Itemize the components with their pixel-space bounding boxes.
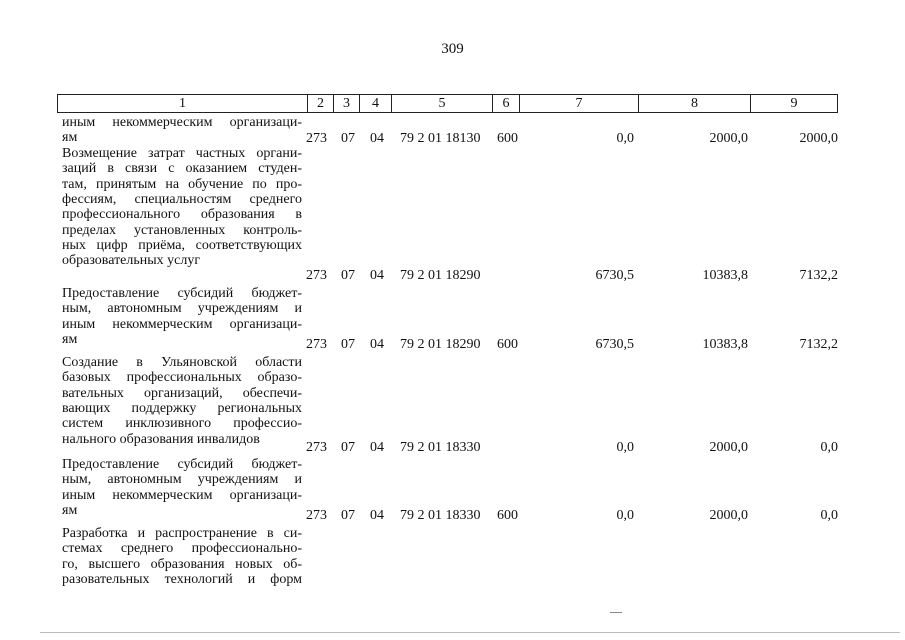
cell-amount-3: 0,0 [820,440,838,455]
cell-subsection: 04 [370,337,384,352]
cell-section: 07 [341,440,355,455]
cell-amount-2: 10383,8 [702,268,748,283]
cell-amount-1: 6730,5 [595,268,634,283]
cell-amount-2: 2000,0 [709,508,748,523]
cell-subsection: 04 [370,508,384,523]
description-line: Предоставление субсидий бюджет- [62,457,302,472]
cell-target-article: 79 2 01 18130 [400,131,481,146]
header-col-4: 4 [360,95,392,112]
header-col-8: 8 [639,95,751,112]
cell-target-article: 79 2 01 18290 [400,337,481,352]
description-line: иным некоммерческим организаци- [62,115,302,130]
description-line: базовых профессиональных образо- [62,370,302,386]
cell-subsection: 04 [370,131,384,146]
cell-amount-1: 0,0 [616,440,634,455]
cell-amount-3: 0,0 [820,508,838,523]
cell-amount-1: 0,0 [616,508,634,523]
table-row [0,508,905,524]
description-line: стемах среднего профессионально- [62,541,302,557]
cell-admin: 273 [306,131,327,146]
description-line: разовательных технологий и форм [62,572,302,588]
table-row [0,337,905,353]
cell-amount-3: 7132,2 [799,268,838,283]
header-col-6: 6 [493,95,520,112]
description-line: Возмещение затрат частных органи- [62,146,302,161]
header-col-9: 9 [790,96,798,111]
row-description [62,526,302,587]
cell-amount-3: 7132,2 [799,337,838,352]
header-col-1: 1 [58,95,308,112]
description-line: го, высшего образования новых об- [62,556,302,572]
description-line: ям [62,332,78,348]
cell-amount-1: 6730,5 [595,337,634,352]
description-line: ям [62,130,78,146]
description-line: вательных организаций, обеспечи- [62,385,302,401]
description-line: ным, автономным учреждениям и [62,301,302,317]
cell-section: 07 [341,508,355,523]
cell-expense-type: 600 [497,131,518,146]
row-description [62,355,302,447]
row-description [62,146,302,269]
cell-expense-type: 600 [497,337,518,352]
scan-artifact [610,612,622,613]
cell-amount-2: 2000,0 [709,440,748,455]
description-line: ным, автономным учреждениям и [62,472,302,488]
description-line: вающих поддержку региональных [62,401,302,417]
header-col-3: 3 [334,95,360,112]
cell-admin: 273 [306,337,327,352]
page-number: 309 [441,41,464,57]
description-line: Создание в Ульяновской области [62,355,302,370]
description-line: там, принятым на обучение по про- [62,176,302,192]
description-line: образовательных услуг [62,253,201,269]
cell-section: 07 [341,337,355,352]
header-col-5: 5 [392,95,493,112]
description-line: профессионального образования в [62,207,302,223]
cell-admin: 273 [306,268,327,283]
cell-admin: 273 [306,440,327,455]
cell-amount-1: 0,0 [616,131,634,146]
description-line: ям [62,503,78,519]
description-line: иным некоммерческим организаци- [62,316,302,332]
table-header-row [57,94,838,113]
cell-amount-3: 2000,0 [799,131,838,146]
description-line: Предоставление субсидий бюджет- [62,286,302,301]
description-line: фессиям, специальностям среднего [62,192,302,208]
description-line: нального образования инвалидов [62,431,260,447]
description-line: заций в связи с оказанием студен- [62,161,302,177]
description-line: иным некоммерческим организаци- [62,487,302,503]
cell-subsection: 04 [370,268,384,283]
cell-target-article: 79 2 01 18330 [400,508,481,523]
header-col-2: 2 [308,95,334,112]
description-line: пределах установленных контроль- [62,222,302,238]
cell-admin: 273 [306,508,327,523]
cell-subsection: 04 [370,440,384,455]
header-col-7: 7 [520,95,639,112]
scan-edge-line [40,632,900,633]
cell-section: 07 [341,131,355,146]
cell-amount-2: 10383,8 [702,337,748,352]
cell-target-article: 79 2 01 18330 [400,440,481,455]
cell-target-article: 79 2 01 18290 [400,268,481,283]
cell-expense-type: 600 [497,508,518,523]
description-line: ных цифр приёма, соответствующих [62,238,302,254]
description-line: систем инклюзивного профессио- [62,416,302,432]
cell-section: 07 [341,268,355,283]
cell-amount-2: 2000,0 [709,131,748,146]
table-row [0,440,905,456]
table-row [0,131,905,147]
table-row [0,268,905,284]
description-line: Разработка и распространение в си- [62,526,302,541]
